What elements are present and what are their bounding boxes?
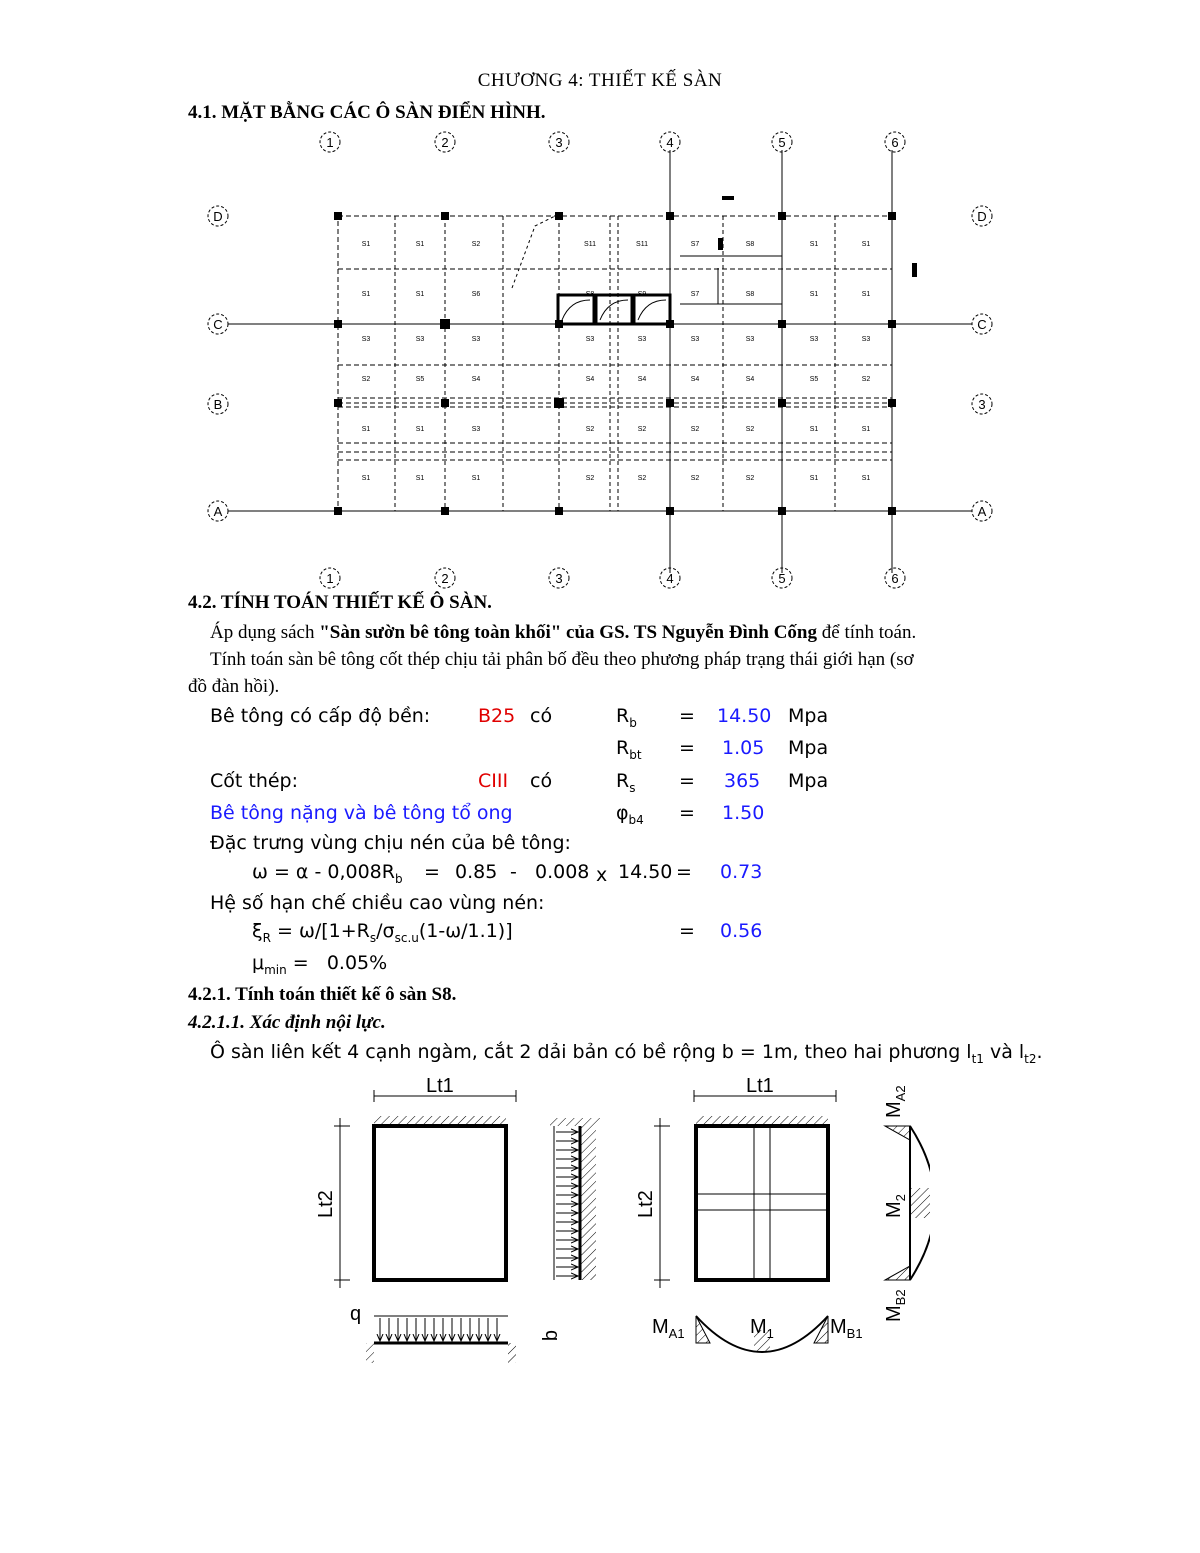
svg-text:S2: S2 (690, 426, 700, 433)
load-q-bottom: q (350, 1303, 362, 1325)
slab-plan-left (334, 1090, 516, 1288)
rbt-eq: = (679, 737, 695, 759)
concrete-grade: B25 (478, 705, 516, 727)
svg-text:S1: S1 (415, 241, 425, 248)
load-q-side: q (541, 1330, 563, 1342)
rbt-unit: Mpa (788, 737, 829, 759)
slab-moment-figure (310, 1068, 930, 1373)
svg-text:S1: S1 (471, 475, 481, 482)
load-strip-x (366, 1316, 516, 1363)
svg-text:C: C (977, 317, 987, 332)
svg-text:S3: S3 (471, 336, 481, 343)
svg-text:6: 6 (891, 571, 899, 586)
svg-text:S3: S3 (809, 336, 819, 343)
section-heading-4-2: 4.2. TÍNH TOÁN THIẾT KẾ Ô SÀN. (188, 592, 492, 613)
omega-k: 0.008 (535, 861, 590, 883)
svg-text:S2: S2 (361, 376, 371, 383)
svg-text:D: D (213, 209, 223, 224)
svg-text:S1: S1 (415, 475, 425, 482)
phi-value: 1.50 (722, 802, 765, 824)
svg-text:3: 3 (555, 571, 563, 586)
label-mb2: $M_{B2}$ (883, 1289, 908, 1322)
svg-text:S2: S2 (585, 426, 595, 433)
floor-plan-drawing (190, 128, 1020, 593)
svg-text:S2: S2 (585, 475, 595, 482)
svg-text:S6: S6 (471, 291, 481, 298)
mu-min: $\mu_{min}$ = 0.05% (252, 952, 388, 977)
load-strip-y (550, 1118, 600, 1280)
concrete-type-label: Bê tông nặng và bê tông tổ ong (210, 802, 513, 824)
svg-text:3: 3 (978, 397, 986, 412)
rb-eq: = (679, 705, 695, 727)
left-lt2-label: Lt2 (315, 1190, 337, 1218)
svg-text:S2: S2 (471, 241, 481, 248)
svg-text:S7: S7 (690, 241, 700, 248)
svg-text:S2: S2 (861, 376, 871, 383)
svg-text:S2: S2 (690, 475, 700, 482)
svg-text:S1: S1 (361, 241, 371, 248)
reference-paragraph: Áp dụng sách "Sàn sườn bê tông toàn khối" của GS. TS Nguyễn Đình Cống để tính toán. (210, 622, 917, 643)
svg-text:S2: S2 (637, 426, 647, 433)
rs-symbol: $R_s$ (616, 770, 636, 795)
label-ma2: $M_{A2}$ (883, 1085, 908, 1118)
label-ma1: $M_{A1}$ (652, 1316, 685, 1341)
svg-text:S1: S1 (415, 291, 425, 298)
section-heading-4-2-1-1: 4.2.1.1. Xác định nội lực. (188, 1012, 386, 1033)
svg-text:S3: S3 (471, 426, 481, 433)
svg-text:S1: S1 (361, 475, 371, 482)
svg-text:5: 5 (778, 571, 786, 586)
svg-text:S4: S4 (637, 376, 647, 383)
omega-times: x (596, 864, 608, 886)
svg-text:S1: S1 (861, 291, 871, 298)
svg-text:S3: S3 (861, 336, 871, 343)
svg-text:A: A (977, 504, 987, 519)
svg-text:S4: S4 (471, 376, 481, 383)
omega-result: 0.73 (720, 861, 763, 883)
steel-grade: CIII (478, 770, 509, 792)
method-paragraph-line-2: đồ đàn hồi). (188, 676, 280, 697)
omega-formula: $\omega = \alpha - 0,008R_b$ (252, 861, 403, 886)
rb-unit: Mpa (788, 705, 829, 727)
svg-text:A: A (213, 504, 223, 519)
phi-eq: = (679, 802, 695, 824)
rs-eq: = (679, 770, 695, 792)
rb-symbol: $R_b$ (616, 705, 637, 730)
svg-text:S3: S3 (361, 336, 371, 343)
svg-text:S1: S1 (861, 241, 871, 248)
svg-text:4: 4 (666, 135, 674, 150)
xi-eq: = (679, 920, 695, 942)
xi-formula: $\xi_R = \omega/[1+R_s/\sigma_{sc.u}(1-\omega/1.1)]$ (252, 920, 513, 945)
svg-text:S9: S9 (637, 291, 647, 298)
svg-text:5: 5 (778, 135, 786, 150)
rs-value: 365 (724, 770, 761, 792)
svg-text:S1: S1 (809, 241, 819, 248)
svg-text:S11: S11 (584, 241, 596, 248)
svg-text:S3: S3 (745, 336, 755, 343)
rb-value: 14.50 (717, 705, 772, 727)
svg-text:2: 2 (441, 135, 449, 150)
svg-text:S7: S7 (690, 291, 700, 298)
chapter-title: CHƯƠNG 4: THIẾT KẾ SÀN (477, 70, 723, 91)
left-lt1-label: Lt1 (426, 1075, 454, 1097)
xi-result: 0.56 (720, 920, 763, 942)
svg-text:S2: S2 (745, 475, 755, 482)
steel-label: Cốt thép: (210, 770, 299, 792)
xi-label: Hệ số hạn chế chiều cao vùng nén: (210, 892, 545, 914)
section-heading-4-2-1: 4.2.1. Tính toán thiết kế ô sàn S8. (188, 984, 457, 1005)
svg-text:S1: S1 (809, 475, 819, 482)
svg-text:S2: S2 (637, 475, 647, 482)
svg-text:C: C (213, 317, 223, 332)
svg-text:S3: S3 (585, 336, 595, 343)
svg-text:1: 1 (326, 571, 334, 586)
svg-text:S8: S8 (585, 291, 595, 298)
svg-text:S5: S5 (415, 376, 425, 383)
slab-plan-right (654, 1090, 836, 1288)
svg-text:D: D (977, 209, 987, 224)
svg-text:S4: S4 (585, 376, 595, 383)
svg-text:S1: S1 (861, 475, 871, 482)
svg-text:B: B (213, 397, 223, 412)
svg-text:S1: S1 (861, 426, 871, 433)
omega-minus: - (510, 861, 517, 883)
svg-text:S5: S5 (809, 376, 819, 383)
svg-text:S1: S1 (361, 291, 371, 298)
steel-co: có (530, 770, 553, 792)
omega-alpha: 0.85 (455, 861, 498, 883)
rbt-value: 1.05 (722, 737, 765, 759)
concrete-label: Bê tông có cấp độ bền: (210, 705, 431, 727)
label-mb1: $M_{B1}$ (830, 1316, 863, 1341)
method-paragraph-line-1: Tính toán sàn bê tông cốt thép chịu tải phân bố đều theo phương pháp trạng thái giới hạn (sơ (210, 649, 914, 670)
svg-text:S11: S11 (636, 241, 648, 248)
phi-symbol: $\varphi_{b4}$ (616, 802, 644, 827)
svg-text:1: 1 (326, 135, 334, 150)
svg-text:4: 4 (666, 571, 674, 586)
svg-text:S4: S4 (745, 376, 755, 383)
svg-text:S1: S1 (809, 426, 819, 433)
svg-text:S1: S1 (415, 426, 425, 433)
svg-text:2: 2 (441, 571, 449, 586)
svg-text:3: 3 (555, 135, 563, 150)
svg-text:S8: S8 (745, 291, 755, 298)
strip-paragraph: Ô sàn liên kết 4 cạnh ngàm, cắt 2 dải bản có bề rộng b = 1m, theo hai phương $l_{t1}$ và $l_{t2}$. (210, 1041, 1043, 1066)
rs-unit: Mpa (788, 770, 829, 792)
svg-text:S3: S3 (415, 336, 425, 343)
svg-text:S3: S3 (637, 336, 647, 343)
svg-text:6: 6 (891, 135, 899, 150)
omega-eq2: = (676, 861, 692, 883)
svg-text:S1: S1 (809, 291, 819, 298)
svg-text:S3: S3 (690, 336, 700, 343)
omega-eq: = (424, 861, 440, 883)
label-m2: $M_2$ (883, 1194, 908, 1218)
right-lt2-label: Lt2 (635, 1190, 657, 1218)
svg-text:S2: S2 (745, 426, 755, 433)
svg-text:S8: S8 (745, 241, 755, 248)
rbt-symbol: $R_{bt}$ (616, 737, 642, 762)
svg-text:S1: S1 (361, 426, 371, 433)
label-m1: $M_1$ (750, 1316, 774, 1341)
omega-rb: 14.50 (618, 861, 673, 883)
concrete-co: có (530, 705, 553, 727)
section-heading-4-1: 4.1. MẶT BẰNG CÁC Ô SÀN ĐIỂN HÌNH. (188, 102, 546, 123)
svg-text:S4: S4 (690, 376, 700, 383)
right-lt1-label: Lt1 (746, 1075, 774, 1097)
omega-label: Đặc trưng vùng chịu nén của bê tông: (210, 832, 571, 854)
